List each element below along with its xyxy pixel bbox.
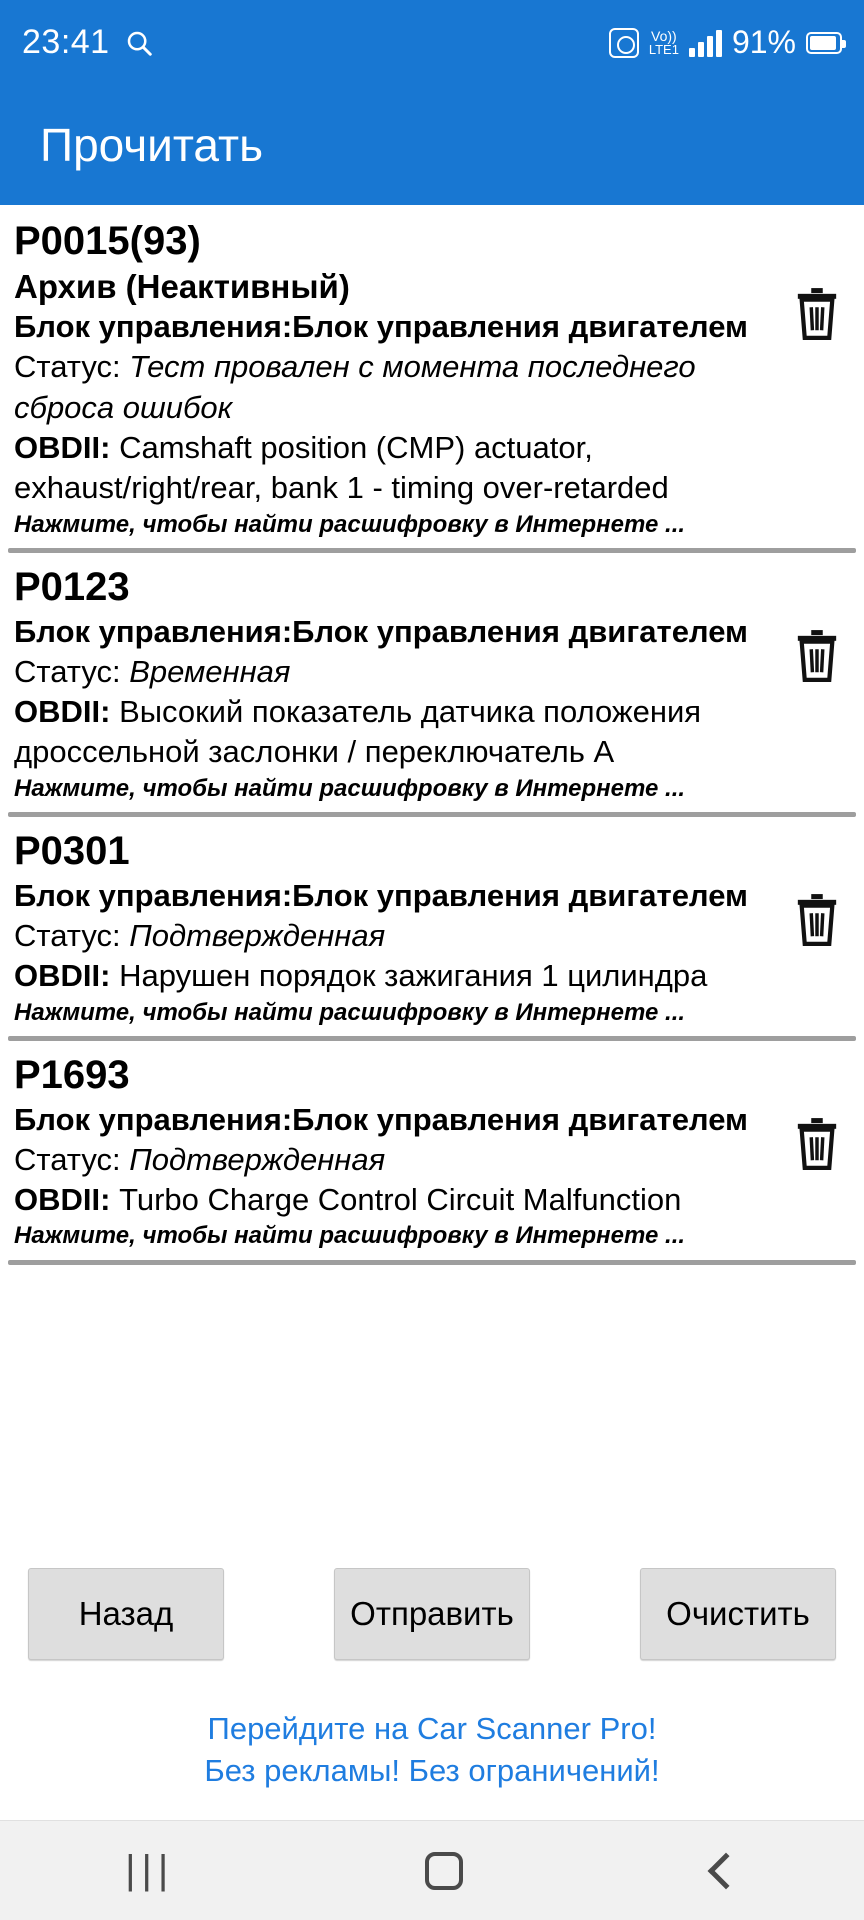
dtc-control-unit: Блок управления:Блок управления двигателем — [14, 613, 748, 649]
dtc-obd-description — [14, 692, 842, 773]
dtc-obd-description — [14, 956, 842, 996]
dtc-code: P1693 — [14, 1052, 130, 1097]
dtc-status-value: Тест провален с момента последнего сброса ошибок — [14, 349, 696, 425]
delete-dtc-button[interactable] — [794, 627, 840, 683]
dtc-search-hint[interactable]: Нажмите, чтобы найти расшифровку в Интернете ... — [14, 510, 686, 538]
dtc-status-value: Подтвержденная — [129, 917, 386, 953]
system-nav-bar — [0, 1820, 864, 1920]
dtc-status-label: Статус: — [14, 1141, 130, 1177]
divider — [8, 1036, 856, 1041]
send-button[interactable]: Отправить — [334, 1568, 530, 1660]
battery-percent: 91% — [731, 24, 796, 60]
promo-line-2: Без рекламы! Без ограничений! — [204, 1753, 660, 1789]
dtc-status — [14, 652, 842, 692]
back-icon[interactable] — [707, 1852, 744, 1889]
dtc-obd-label: OBDII: — [14, 1182, 120, 1218]
dtc-code: P0123 — [14, 564, 130, 609]
content-spacer — [0, 1271, 864, 1569]
dtc-status-value: Временная — [129, 653, 291, 689]
status-bar-right — [609, 24, 842, 61]
action-button-row — [0, 1568, 864, 1660]
divider — [8, 812, 856, 817]
dtc-obd-value: Нарушен порядок зажигания 1 цилиндра — [119, 958, 708, 994]
dtc-search-hint[interactable]: Нажмите, чтобы найти расшифровку в Интернете ... — [14, 998, 686, 1026]
pro-upgrade-banner[interactable] — [0, 1660, 864, 1792]
dtc-search-hint[interactable]: Нажмите, чтобы найти расшифровку в Интернете ... — [14, 1222, 686, 1250]
dtc-status — [14, 1140, 842, 1180]
dtc-obd-label: OBDII: — [14, 694, 120, 730]
dtc-status — [14, 916, 842, 956]
app-bar — [0, 85, 864, 205]
clear-button[interactable]: Очистить — [640, 1568, 836, 1660]
dtc-obd-value: Camshaft position (CMP) actuator, exhaust/right/rear, bank 1 - timing over-retarded — [14, 429, 669, 506]
dtc-item[interactable] — [0, 1047, 864, 1256]
search-icon[interactable] — [124, 28, 154, 58]
status-bar — [0, 0, 864, 85]
divider — [8, 1260, 856, 1265]
dtc-item[interactable] — [0, 823, 864, 1032]
dtc-obd-label: OBDII: — [14, 429, 120, 465]
dtc-status-label: Статус: — [14, 917, 130, 953]
dtc-code: P0301 — [14, 828, 130, 873]
status-bar-left — [22, 23, 154, 62]
delete-dtc-button[interactable] — [794, 285, 840, 341]
dtc-search-hint[interactable]: Нажмите, чтобы найти расшифровку в Интернете ... — [14, 774, 686, 802]
dtc-list — [0, 213, 864, 1271]
dtc-control-unit: Блок управления:Блок управления двигателем — [14, 877, 748, 913]
dtc-status-value: Подтвержденная — [129, 1141, 386, 1177]
dtc-status — [14, 347, 842, 428]
status-time: 23:41 — [22, 23, 110, 61]
dtc-status-label: Статус: — [14, 349, 130, 385]
battery-icon — [806, 32, 842, 54]
dtc-obd-description — [14, 1180, 842, 1220]
dtc-archive-state: Архив (Неактивный) — [14, 267, 350, 305]
home-icon[interactable] — [425, 1852, 463, 1890]
dtc-obd-description — [14, 428, 842, 509]
delete-dtc-button[interactable] — [794, 1115, 840, 1171]
back-button[interactable]: Назад — [28, 1568, 224, 1660]
volte-icon: Vo)) LTE1 — [648, 28, 679, 57]
recents-icon[interactable]: ||| — [125, 1848, 175, 1892]
bottom-gap — [0, 1792, 864, 1820]
dtc-code: P0015(93) — [14, 219, 201, 263]
dtc-obd-value: Turbo Charge Control Circuit Malfunction — [119, 1182, 682, 1218]
page-title: Прочитать — [40, 119, 264, 171]
signal-bars-icon — [689, 29, 722, 57]
alarm-icon — [609, 28, 639, 58]
dtc-control-unit: Блок управления:Блок управления двигателем — [14, 1101, 748, 1137]
dtc-control-unit: Блок управления:Блок управления двигателем — [14, 309, 748, 345]
dtc-obd-label: OBDII: — [14, 958, 120, 994]
delete-dtc-button[interactable] — [794, 891, 840, 947]
divider — [8, 548, 856, 553]
dtc-item[interactable] — [0, 559, 864, 808]
main-content — [0, 205, 864, 1820]
dtc-status-label: Статус: — [14, 653, 130, 689]
dtc-item[interactable] — [0, 213, 864, 544]
promo-line-1: Перейдите на Car Scanner Pro! — [207, 1711, 657, 1747]
dtc-obd-value: Высокий показатель датчика положения дроссельной заслонки / переключатель А — [14, 694, 702, 770]
